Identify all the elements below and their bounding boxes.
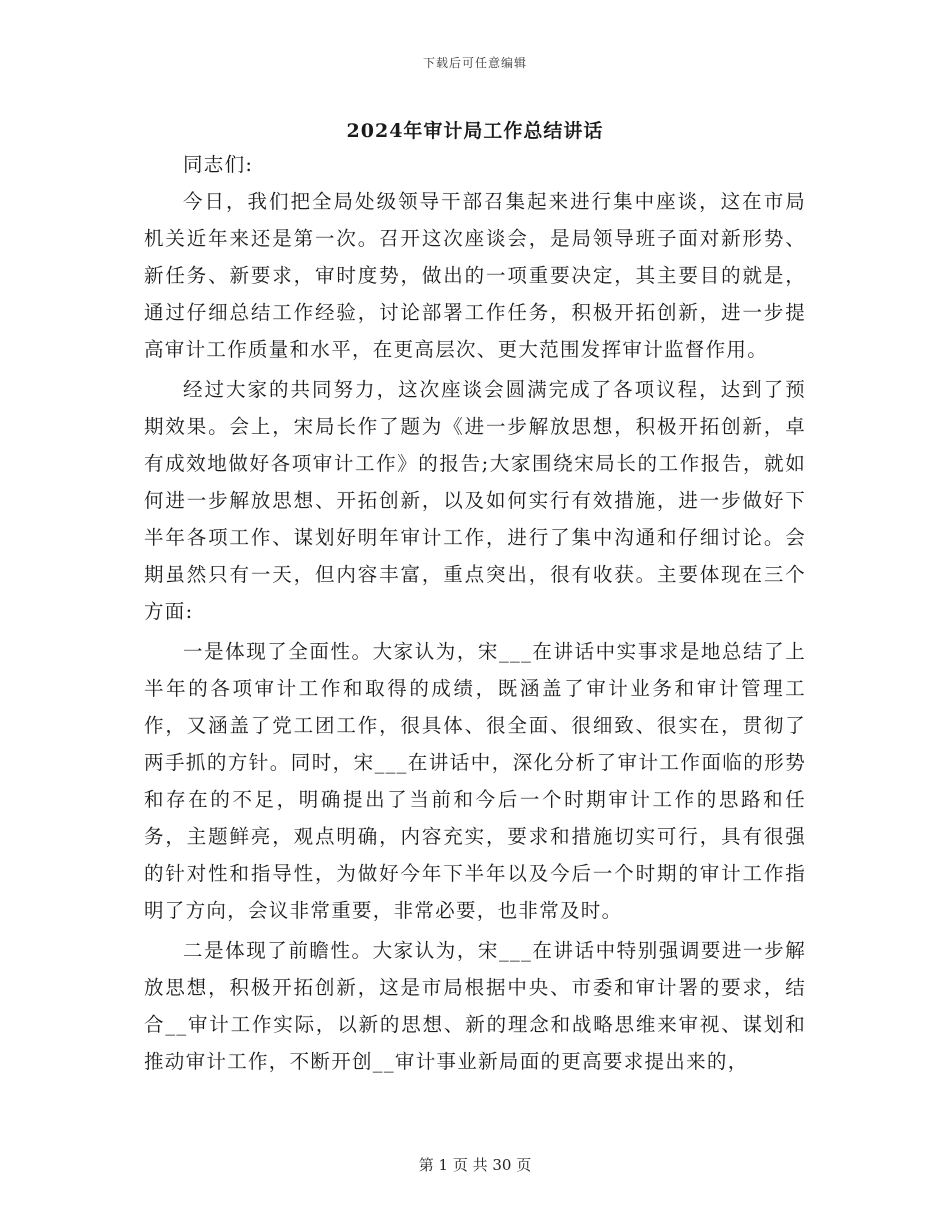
document-body — [144, 146, 806, 1083]
header-note: 下载后可任意编辑 — [422, 56, 527, 70]
paragraph-point-two: 二是体现了前瞻性。大家认为，宋___在讲话中特别强调要进一步解放思想，积极开拓创新，这是市局根据中央、市委和审计署的要求，结合__审计工作实际，以新的思想、新的理念和战略思维来审视、谋划和推动审计工作，不断开创__审计事业新局面的更高要求提出来的， — [144, 939, 806, 1073]
document-title: 2024年审计局工作总结讲话 — [346, 120, 604, 142]
paragraph-meeting-results: 经过大家的共同努力，这次座谈会圆满完成了各项议程，达到了预期效果。会上，宋局长作了题为《进一步解放思想，积极开拓创新，卓有成效地做好各项审计工作》的报告;大家围绕宋局长的工作报告，就如何进一步解放思想、开拓创新，以及如何实行有效措施，进一步做好下半年各项工作、谋划好明年审计工作，进行了集中沟通和仔细讨论。会期虽然只有一天，但内容丰富，重点突出，很有收获。主要体现在三个方面: — [144, 378, 806, 623]
page-number: 第 1 页 共 30 页 — [418, 1156, 532, 1174]
salutation: 同志们: — [183, 153, 254, 176]
paragraph-point-one: 一是体现了全面性。大家认为，宋___在讲话中实事求是地总结了上半年的各项审计工作和取得的成绩，既涵盖了审计业务和审计管理工作，又涵盖了党工团工作，很具体、很全面、很细致、很实在，贯彻了两手抓的方针。同时，宋___在讲话中，深化分析了审计工作面临的形势和存在的不足，明确提出了当前和今后一个时期审计工作的思路和任务，主题鲜亮，观点明确，内容充实，要求和措施切实可行，具有很强的针对性和指导性，为做好今年下半年以及今后一个时期的审计工作指明了方向，会议非常重要，非常必要，也非常及时。 — [144, 640, 806, 922]
paragraph-intro: 今日，我们把全局处级领导干部召集起来进行集中座谈，这在市局机关近年来还是第一次。召开这次座谈会，是局领导班子面对新形势、新任务、新要求，审时度势，做出的一项重要决定，其主要目的就是，通过仔细总结工作经验，讨论部署工作任务，积极开拓创新，进一步提高审计工作质量和水平，在更高层次、更大范围发挥审计监督作用。 — [144, 190, 806, 361]
